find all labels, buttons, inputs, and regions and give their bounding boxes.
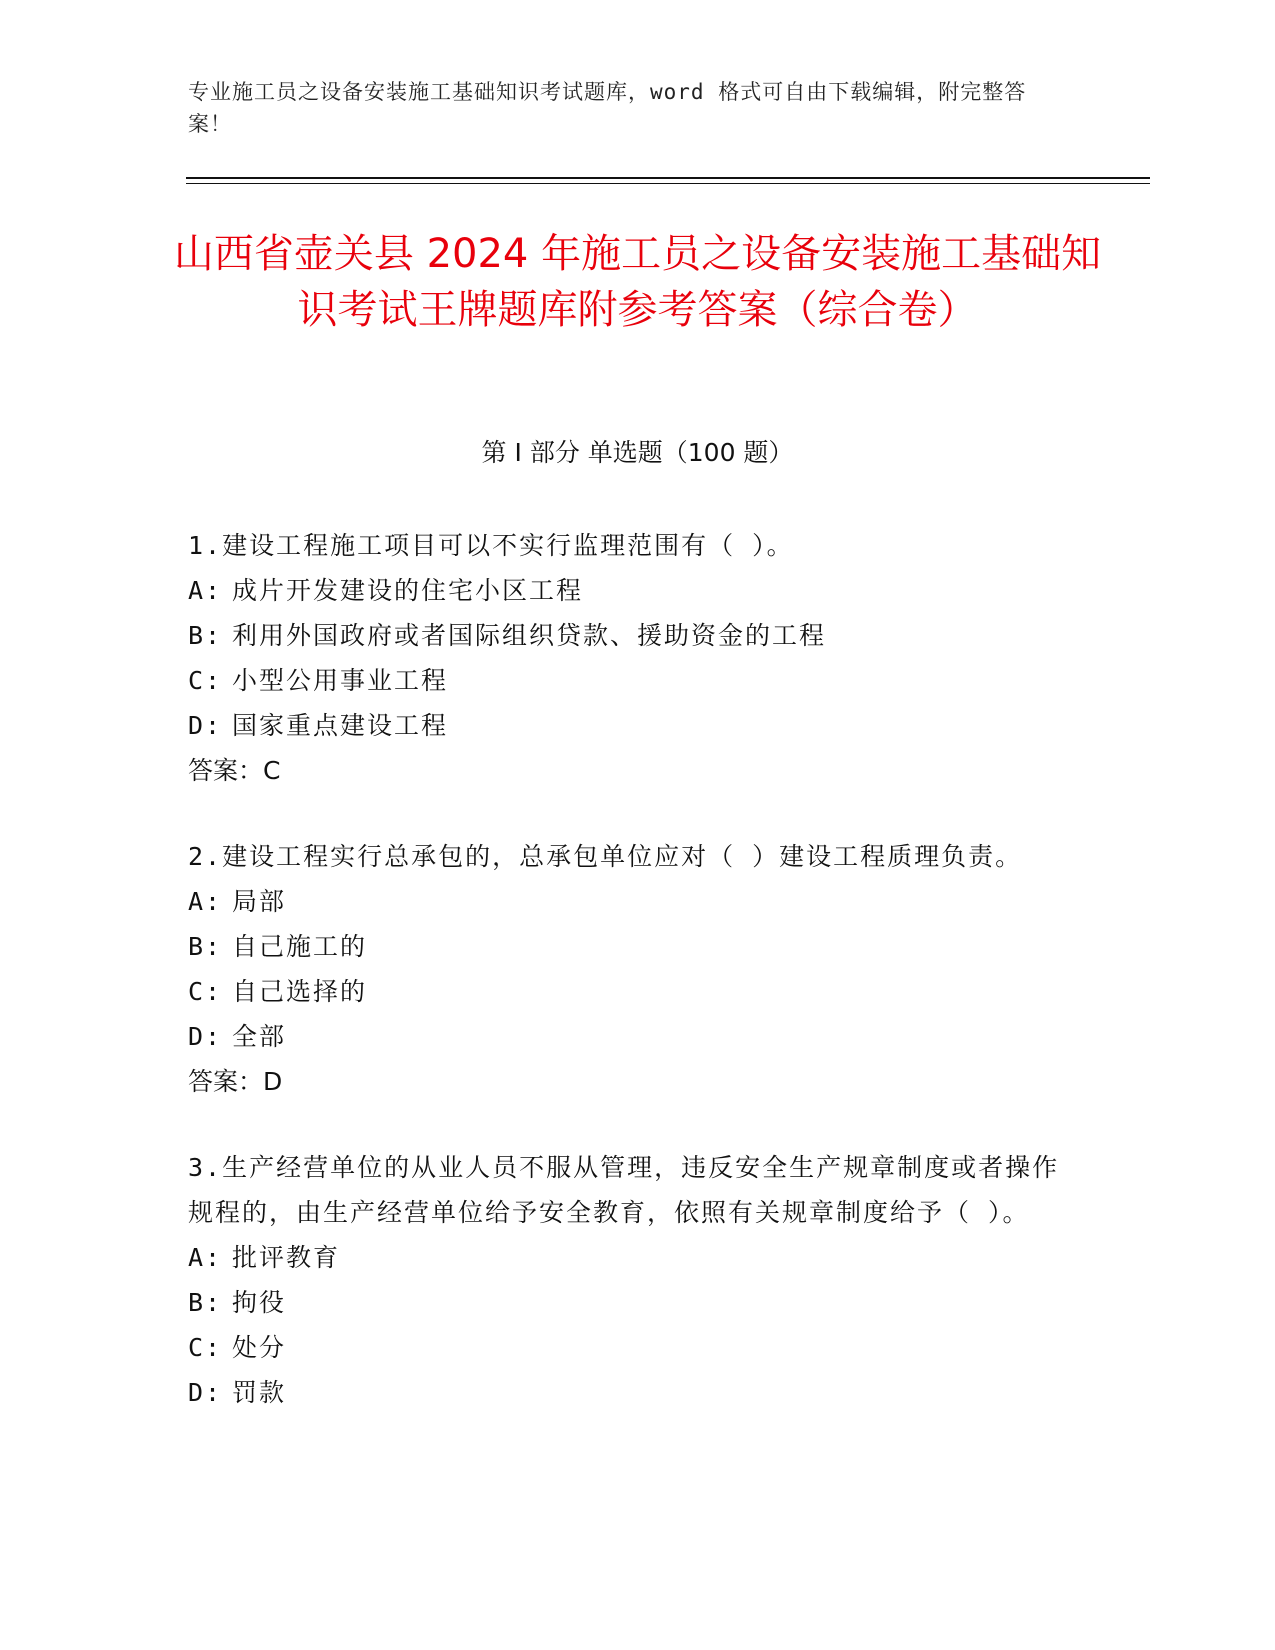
option-c bbox=[188, 658, 1068, 703]
option-text: 小型公用事业工程 bbox=[232, 666, 449, 695]
option-b bbox=[188, 924, 1068, 969]
option-letter: C: bbox=[188, 977, 223, 1006]
header-divider-thin bbox=[186, 183, 1150, 184]
option-c bbox=[188, 969, 1068, 1014]
option-c bbox=[188, 1325, 1068, 1370]
option-letter: D: bbox=[188, 1378, 223, 1407]
header-divider-thick bbox=[186, 177, 1150, 179]
option-b bbox=[188, 1280, 1068, 1325]
option-text: 罚款 bbox=[232, 1378, 287, 1407]
option-letter: D: bbox=[188, 711, 223, 740]
question-item bbox=[188, 834, 1068, 1104]
option-letter: B: bbox=[188, 621, 223, 650]
question-list bbox=[188, 523, 1068, 1456]
document-title: 山西省壶关县 2024 年施工员之设备安装施工基础知识考试王牌题库附参考答案（综合卷） bbox=[173, 231, 1102, 333]
option-a bbox=[188, 1235, 1068, 1280]
option-a bbox=[188, 568, 1068, 613]
option-letter: D: bbox=[188, 1022, 223, 1051]
option-a bbox=[188, 879, 1068, 924]
option-text: 自己施工的 bbox=[232, 932, 368, 961]
option-letter: A: bbox=[188, 887, 223, 916]
option-letter: B: bbox=[188, 932, 223, 961]
option-text: 利用外国政府或者国际组织贷款、援助资金的工程 bbox=[232, 621, 827, 650]
option-d bbox=[188, 1370, 1068, 1415]
option-text: 国家重点建设工程 bbox=[232, 711, 449, 740]
option-text: 局部 bbox=[232, 887, 287, 916]
option-text: 处分 bbox=[232, 1333, 287, 1362]
answer-line: 答案：D bbox=[188, 1067, 283, 1096]
option-text: 自己选择的 bbox=[232, 977, 368, 1006]
section-heading: 第 I 部分 单选题（100 题） bbox=[481, 438, 794, 467]
question-stem: 1.建设工程施工项目可以不实行监理范围有（ ）。 bbox=[188, 531, 794, 560]
option-text: 批评教育 bbox=[232, 1243, 341, 1272]
question-stem: 3.生产经营单位的从业人员不服从管理，违反安全生产规章制度或者操作规程的，由生产经营单位给予安全教育，依照有关规章制度给予（ ）。 bbox=[188, 1153, 1060, 1227]
question-item bbox=[188, 523, 1068, 793]
option-letter: B: bbox=[188, 1288, 223, 1317]
option-letter: C: bbox=[188, 1333, 223, 1362]
option-text: 成片开发建设的住宅小区工程 bbox=[232, 576, 584, 605]
question-stem: 2.建设工程实行总承包的，总承包单位应对（ ）建设工程质理负责。 bbox=[188, 842, 1023, 871]
option-letter: A: bbox=[188, 576, 223, 605]
option-letter: C: bbox=[188, 666, 223, 695]
answer-line: 答案：C bbox=[188, 756, 281, 785]
option-letter: A: bbox=[188, 1243, 223, 1272]
option-text: 拘役 bbox=[232, 1288, 287, 1317]
option-d bbox=[188, 1014, 1068, 1059]
option-text: 全部 bbox=[232, 1022, 287, 1051]
question-item bbox=[188, 1145, 1068, 1415]
header-note: 专业施工员之设备安装施工基础知识考试题库，word 格式可自由下载编辑，附完整答案！ bbox=[188, 80, 1027, 136]
option-d bbox=[188, 703, 1068, 748]
option-b bbox=[188, 613, 1068, 658]
